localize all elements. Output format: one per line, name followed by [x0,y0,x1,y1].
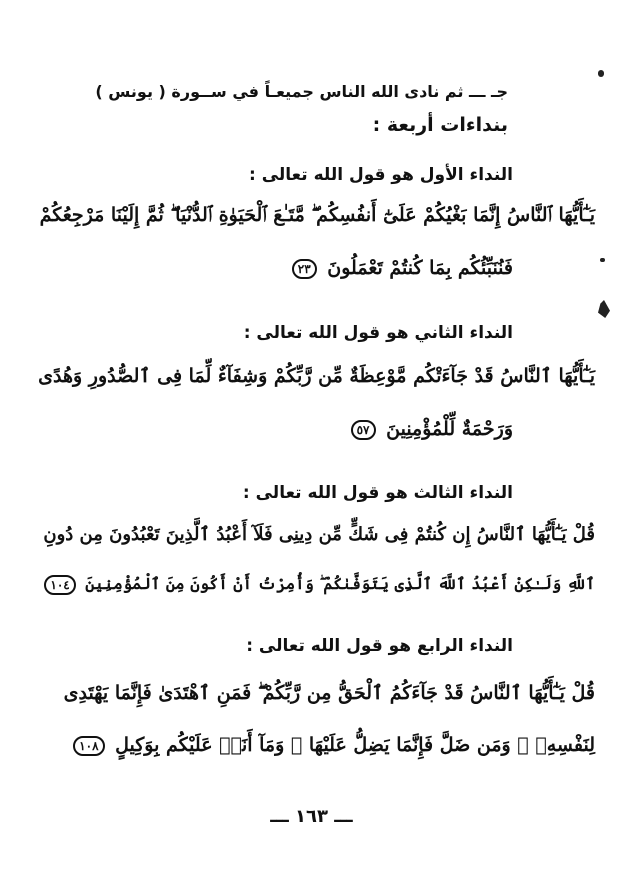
verse-text: وَرَحْمَةٌ لِّلْمُؤْمِنِينَ [386,418,513,440]
call-2-verse-line-1: يَـٰٓأَيُّهَا ٱلنَّاسُ قَدْ جَآءَتْكُم مَّوْعِظَةٌ مِّن رَّبِّكُمْ وَشِفَآءٌ لِّمَا فِى ٱلصُّدُورِ وَهُدًى [38,365,595,387]
ayah-number-marker: ٢٣ [292,259,317,279]
verse-text: فَنُنَبِّئُكُم بِمَا كُنتُمْ تَعْمَلُونَ [327,257,513,279]
call-1-heading: النداء الأول هو قول الله تعالى : [249,165,513,185]
verse-text: لِنَفْسِهِۦ ۖ وَمَن ضَلَّ فَإِنَّمَا يَضِلُّ عَلَيْهَا ۖ وَمَآ أَنَا۠ عَلَيْكُم بِوَكِيلٍ [115,734,595,756]
page-number: ـــ ١٦٣ ـــ [270,806,353,827]
ayah-number-marker: ١٠٤ [44,575,75,595]
verse-text: ٱللَّهِ وَلَـٰكِنْ أَعْبُدُ ٱللَّهَ ٱلَّذِى يَتَوَفَّىٰكُمْ ۖ وَأُمِرْتُ أَنْ أَكُونَ مِنَ ٱلْمُؤْمِنِينَ [85,574,595,593]
call-3-verse-line-1: قُلْ يَـٰٓأَيُّهَا ٱلنَّاسُ إِن كُنتُمْ فِى شَكٍّ مِّن دِينِى فَلَآ أَعْبُدُ ٱلَّذِينَ تَعْبُدُونَ مِن دُونِ [43,524,595,545]
call-4-heading: النداء الرابع هو قول الله تعالى : [246,636,513,656]
call-1-verse-line-1: يَـٰٓأَيُّهَا ٱلنَّاسُ إِنَّمَا بَغْيُكُمْ عَلَىٰٓ أَنفُسِكُم ۖ مَّتَـٰعَ ٱلْحَيَوٰةِ ٱلدُّنْيَا ۖ ثُمَّ إِلَيْنَا مَرْجِعُكُمْ [39,204,595,226]
call-3-verse-line-2 [35,574,595,595]
call-1-verse-line-2 [13,257,513,279]
call-2-heading: النداء الثاني هو قول الله تعالى : [243,323,513,343]
scan-speck [598,70,604,77]
ayah-number-marker: ١٠٨ [73,736,104,756]
intro-line-2: بنداءات أربعة : [372,114,508,136]
call-2-verse-line-2 [13,418,513,440]
intro-line-1: جـ ـــ ثم نادى الله الناس جميعـاً في ســورة ( يونس ) [95,82,508,101]
ayah-number-marker: ٥٧ [351,420,376,440]
scan-speck [598,300,610,318]
call-4-verse-line-2 [35,734,595,756]
call-4-verse-line-1: قُلْ يَـٰٓأَيُّهَا ٱلنَّاسُ قَدْ جَآءَكُمُ ٱلْحَقُّ مِن رَّبِّكُمْ ۖ فَمَنِ ٱهْتَدَىٰ فَإِنَّمَا يَهْتَدِى [63,682,595,704]
scan-speck [600,258,605,262]
call-3-heading: النداء الثالث هو قول الله تعالى : [242,483,513,503]
